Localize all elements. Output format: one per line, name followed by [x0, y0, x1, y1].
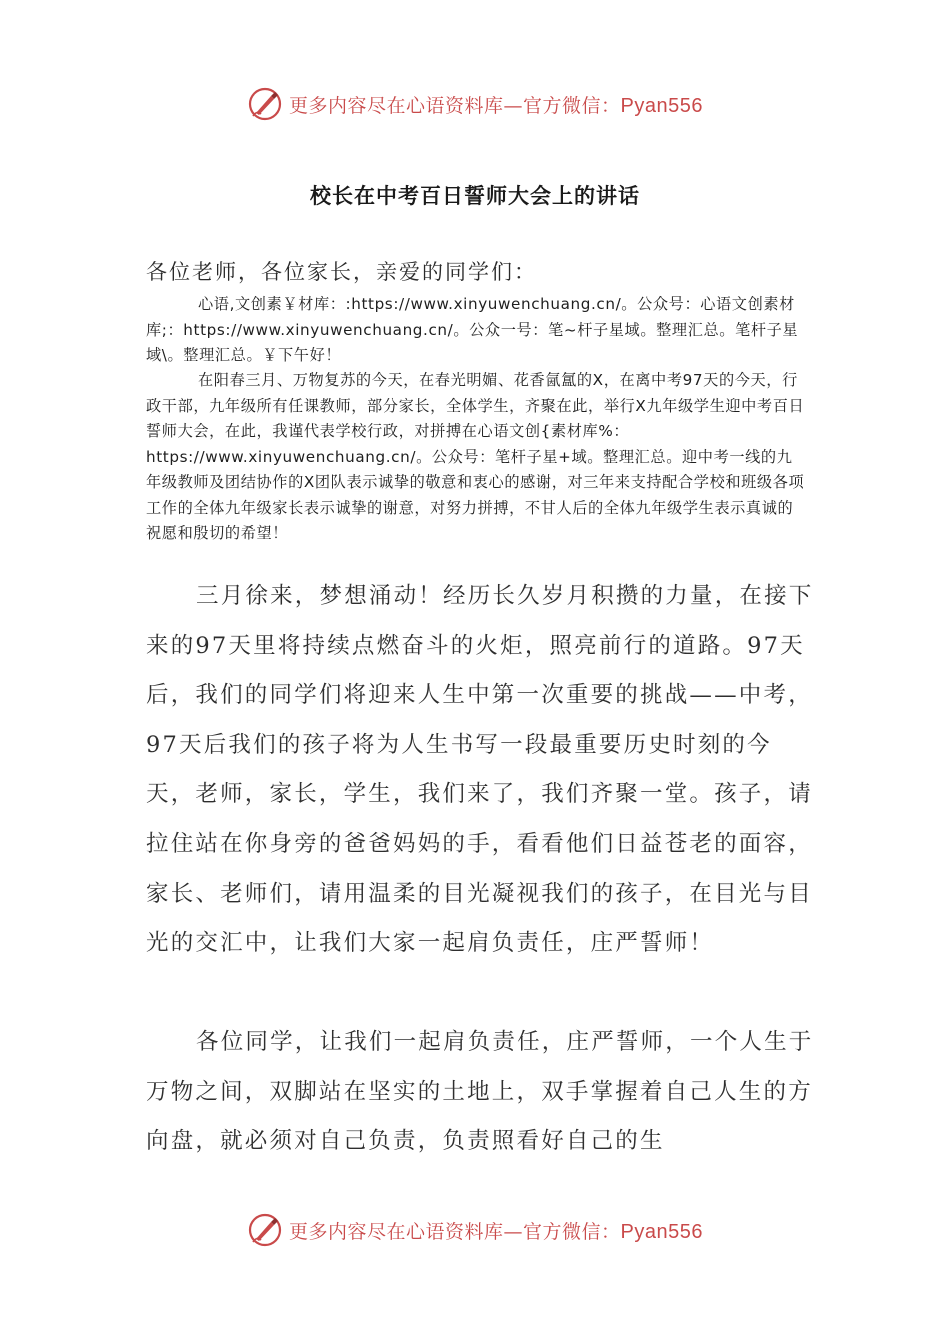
document-title: 校长在中考百日誓师大会上的讲话: [310, 183, 640, 208]
paragraph-4-text: 各位同学，让我们一起肩负责任，庄严誓师，一个人生于万物之间，双脚站在坚实的土地上，双手掌握着自己人生的方向盘，就必须对自己负责，负责照看好自己的生: [146, 1029, 814, 1155]
banner-label: 更多内容尽在心语资料库—官方微信：: [289, 1220, 621, 1243]
paragraph-1: [146, 292, 806, 369]
header-watermark-banner: [0, 86, 950, 122]
paragraph-4: [146, 1018, 816, 1167]
pen-logo-icon: [247, 1212, 283, 1248]
wechat-id: Pyan556: [620, 94, 703, 117]
banner-text: [289, 1217, 703, 1244]
banner-label: 更多内容尽在心语资料库—官方微信：: [289, 94, 621, 117]
paragraph-3-text: 三月徐来，梦想涌动！经历长久岁月积攒的力量，在接下来的97天里将持续点燃奋斗的火炬，照亮前行的道路。97天后，我们的同学们将迎来人生中第一次重要的挑战——中考，97天后我们的孩子将为人生书写一段最重要历史时刻的今天，老师，家长，学生，我们来了，我们齐聚一堂。孩子，请拉住站在你身旁的爸爸妈妈的手，看看他们日益苍老的面容，家长、老师们，请用温柔的目光凝视我们的孩子，在目光与目光的交汇中，让我们大家一起肩负责任，庄严誓师！: [146, 583, 814, 957]
footer-watermark-banner: [0, 1212, 950, 1248]
greeting-line: 各位老师，各位家长，亲爱的同学们：: [146, 260, 537, 284]
wechat-id: Pyan556: [620, 1220, 703, 1243]
paragraph-1-text: 心语,文创素￥材库：:https://www.xinyuwenchuang.cn/。公众号：心语文创素材库;：https://www.xinyuwenchuang.cn/。公众一号：笔~杆子星域。整理汇总。笔杆子星域\。整理汇总。￥下午好！: [146, 295, 799, 364]
paragraph-2: [146, 368, 806, 547]
paragraph-2-text: 在阳春三月、万物复苏的今天，在春光明媚、花香氤氲的X，在离中考97天的今天，行政干部，九年级所有任课教师，部分家长，全体学生，齐聚在此，举行X九年级学生迎中考百日誓师大会，在此，我谨代表学校行政，对拼搏在心语文创{素材库%：https://www.xinyuwenchuang.cn/。公众号：笔杆子星+域。整理汇总。迎中考一线的九年级教师及团结协作的X团队表示诚挚的敬意和衷心的感谢，对三年来支持配合学校和班级各项工作的全体九年级家长表示诚挚的谢意，对努力拼搏，不甘人后的全体九年级学生表示真诚的祝愿和殷切的希望！: [146, 371, 805, 542]
pen-logo-icon: [247, 86, 283, 122]
banner-text: [289, 91, 703, 118]
paragraph-3: [146, 572, 816, 969]
